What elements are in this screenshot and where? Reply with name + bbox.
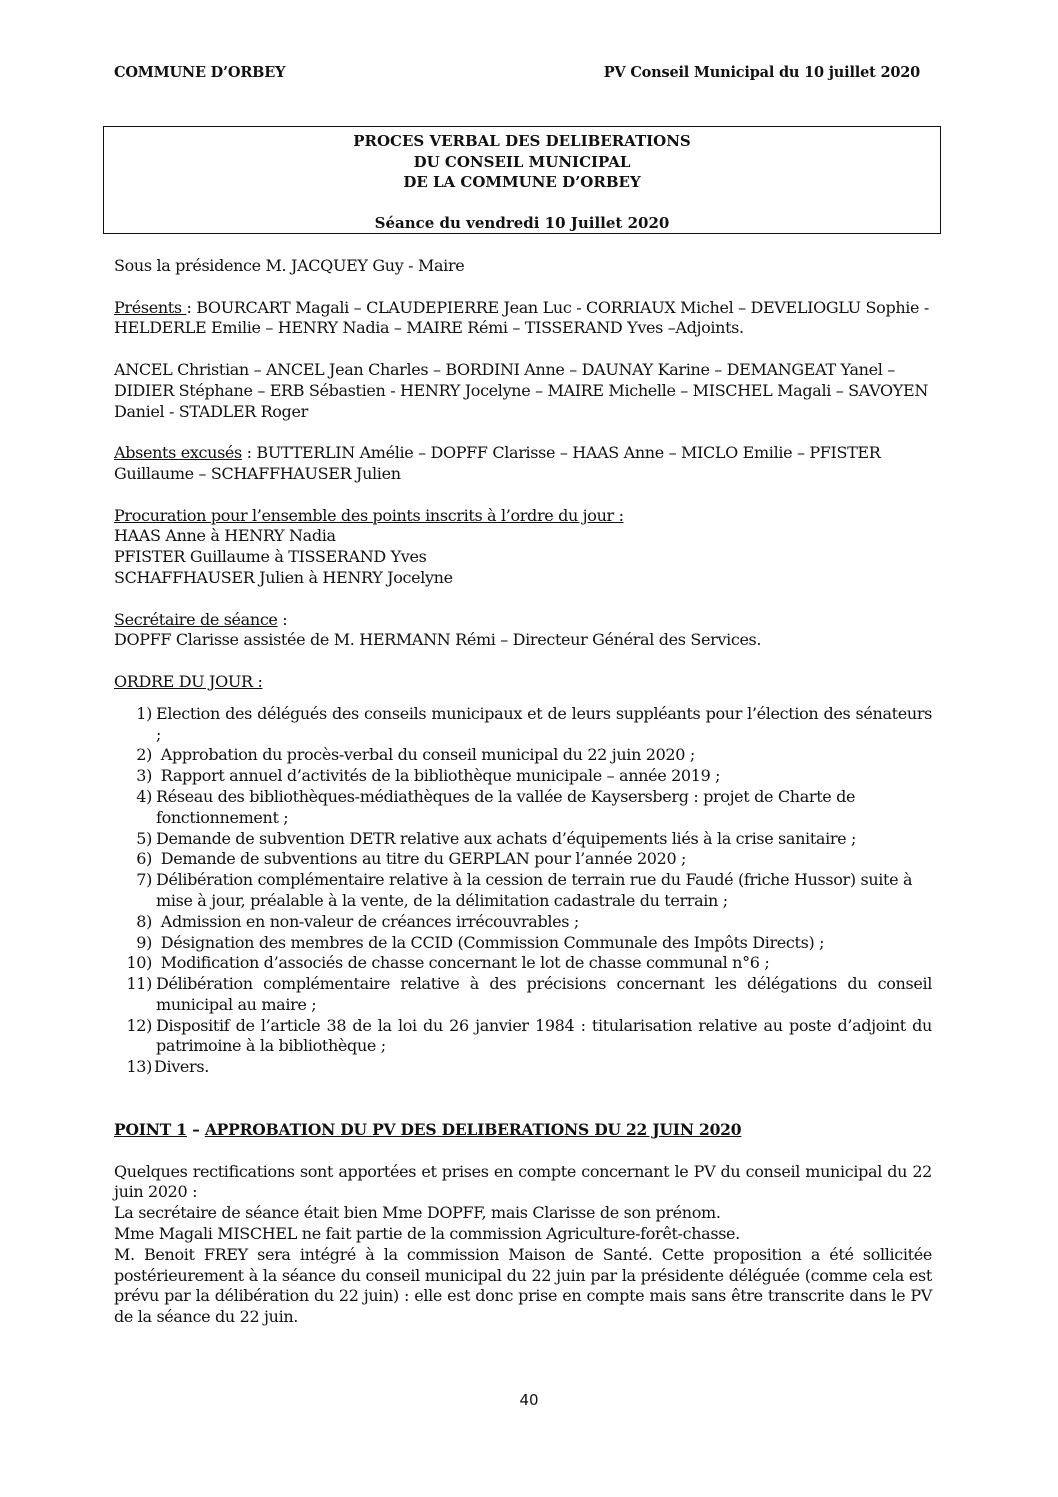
procuration-item: HAAS Anne à HENRY Nadia (114, 526, 336, 546)
agenda-item: 11) Délibération complémentaire relative à des précisions concernant les délégations du conseil municipal au maire ; (126, 974, 932, 1014)
presidence: Sous la présidence M. JACQUEY Guy - Maire (114, 256, 465, 275)
document-body (114, 256, 932, 1328)
point-1-title: POINT 1 – APPROBATION DU PV DES DELIBERATIONS DU 22 JUIN 2020 (114, 1120, 742, 1140)
agenda-item: 13) Divers. (126, 1057, 209, 1077)
page-number: 40 (519, 1391, 539, 1409)
conseillers-list: ANCEL Christian – ANCEL Jean Charles – BORDINI Anne – DAUNAY Karine – DEMANGEAT Yanel – DIDIER Stéphane – ERB Sébastien - HENRY Jocelyne – MAIRE Michelle – MISCHEL Magali – SAVOYEN Daniel - STADLER Roger (114, 359, 928, 421)
title-line-2: DU CONSEIL MUNICIPAL (413, 152, 631, 171)
secretaire-paragraph: Secrétaire de séance : (114, 609, 288, 629)
absents-list: : BUTTERLIN Amélie – DOPFF Clarisse – HAAS Anne – MICLO Emilie – PFISTER Guillaume – SCHAFFHAUSER Julien (114, 443, 881, 483)
ordre-du-jour-label: ORDRE DU JOUR : (114, 671, 263, 691)
procuration-label: Procuration pour l’ensemble des points inscrits à l’ordre du jour : (114, 505, 624, 525)
point-1-paragraph: Mme Magali MISCHEL ne fait partie de la commission Agriculture-forêt-chasse. (114, 1224, 740, 1244)
title-line-1: PROCES VERBAL DES DELIBERATIONS (353, 132, 691, 150)
agenda-item: 2) Approbation du procès-verbal du conseil municipal du 22 juin 2020 ; (136, 745, 695, 765)
header-commune: COMMUNE D’ORBEY (114, 64, 286, 81)
presents-paragraph (114, 298, 932, 340)
seance-date: Séance du vendredi 10 Juillet 2020 (374, 213, 670, 232)
agenda-item: 7) Délibération complémentaire relative à la cession de terrain rue du Faudé (friche Hussor) suite à mise à jour, préalable à la vente, de la délimitation cadastrale du terrain ; (136, 870, 913, 910)
point-1-heading: APPROBATION DU PV DES DELIBERATIONS DU 22 JUIN 2020 (204, 1120, 742, 1140)
agenda-item: 9) Désignation des membres de la CCID (Commission Communale des Impôts Directs) ; (136, 932, 825, 952)
title-box (103, 126, 941, 234)
procuration-item: SCHAFFHAUSER Julien à HENRY Jocelyne (114, 567, 453, 587)
presents-list: : BOURCART Magali – CLAUDEPIERRE Jean Luc - CORRIAUX Michel – DEVELIOGLU Sophie - HELDERLE Emilie – HENRY Nadia – MAIRE Rémi – TISSERAND Yves –Adjoints. (114, 297, 929, 338)
absents-label: Absents excusés (114, 443, 242, 463)
point-1-paragraph: La secrétaire de séance était bien Mme DOPFF, mais Clarisse de son prénom. (114, 1203, 721, 1223)
agenda-list (114, 704, 932, 1078)
title-line-3: DE LA COMMUNE D’ORBEY (403, 173, 641, 191)
point-1-paragraph: Quelques rectifications sont apportées et prises en compte concernant le PV du conseil municipal du 22 juin 2020 : (114, 1161, 932, 1202)
secretaire-label: Secrétaire de séance (114, 609, 278, 629)
point-1-paragraph: M. Benoit FREY sera intégré à la commission Maison de Santé. Cette proposition a été sollicitée postérieurement à la séance du conseil municipal du 22 juin par la présidente déléguée (comme cela est prévu par la délibération du 22 juin) : elle est donc prise en compte mais sans être transcrite dans le PV de la séance du 22 juin. (114, 1244, 932, 1327)
agenda-item: 12) Dispositif de l’article 38 de la loi du 26 janvier 1984 : titularisation relative au poste d’adjoint du patrimoine à la bibliothèque ; (126, 1015, 932, 1056)
agenda-item: 5) Demande de subvention DETR relative aux achats d’équipements liés à la crise sanitaire ; (136, 828, 857, 848)
agenda-item: 3) Rapport annuel d’activités de la bibliothèque municipale – année 2019 ; (136, 766, 721, 786)
presents-label: Présents (114, 297, 187, 317)
agenda-item: 6) Demande de subventions au titre du GERPLAN pour l’année 2020 ; (136, 849, 687, 869)
agenda-item: 1) Election des délégués des conseils municipaux et de leurs suppléants pour l’élection des sénateurs ; (136, 703, 932, 744)
agenda-item: 10) Modification d’associés de chasse concernant le lot de chasse communal n°6 ; (126, 953, 770, 973)
agenda-item: 8) Admission en non-valeur de créances irrécouvrables ; (136, 911, 579, 931)
point-1-label: POINT 1 (114, 1120, 187, 1140)
procuration-item: PFISTER Guillaume à TISSERAND Yves (114, 547, 427, 567)
agenda-item: 4) Réseau des bibliothèques-médiathèques de la vallée de Kaysersberg : projet de Charte de fonctionnement ; (136, 786, 856, 827)
secretaire-text: DOPFF Clarisse assistée de M. HERMANN Rémi – Directeur Général des Services. (114, 630, 762, 650)
absents-paragraph (114, 443, 932, 485)
header-document-title: PV Conseil Municipal du 10 juillet 2020 (603, 64, 920, 81)
